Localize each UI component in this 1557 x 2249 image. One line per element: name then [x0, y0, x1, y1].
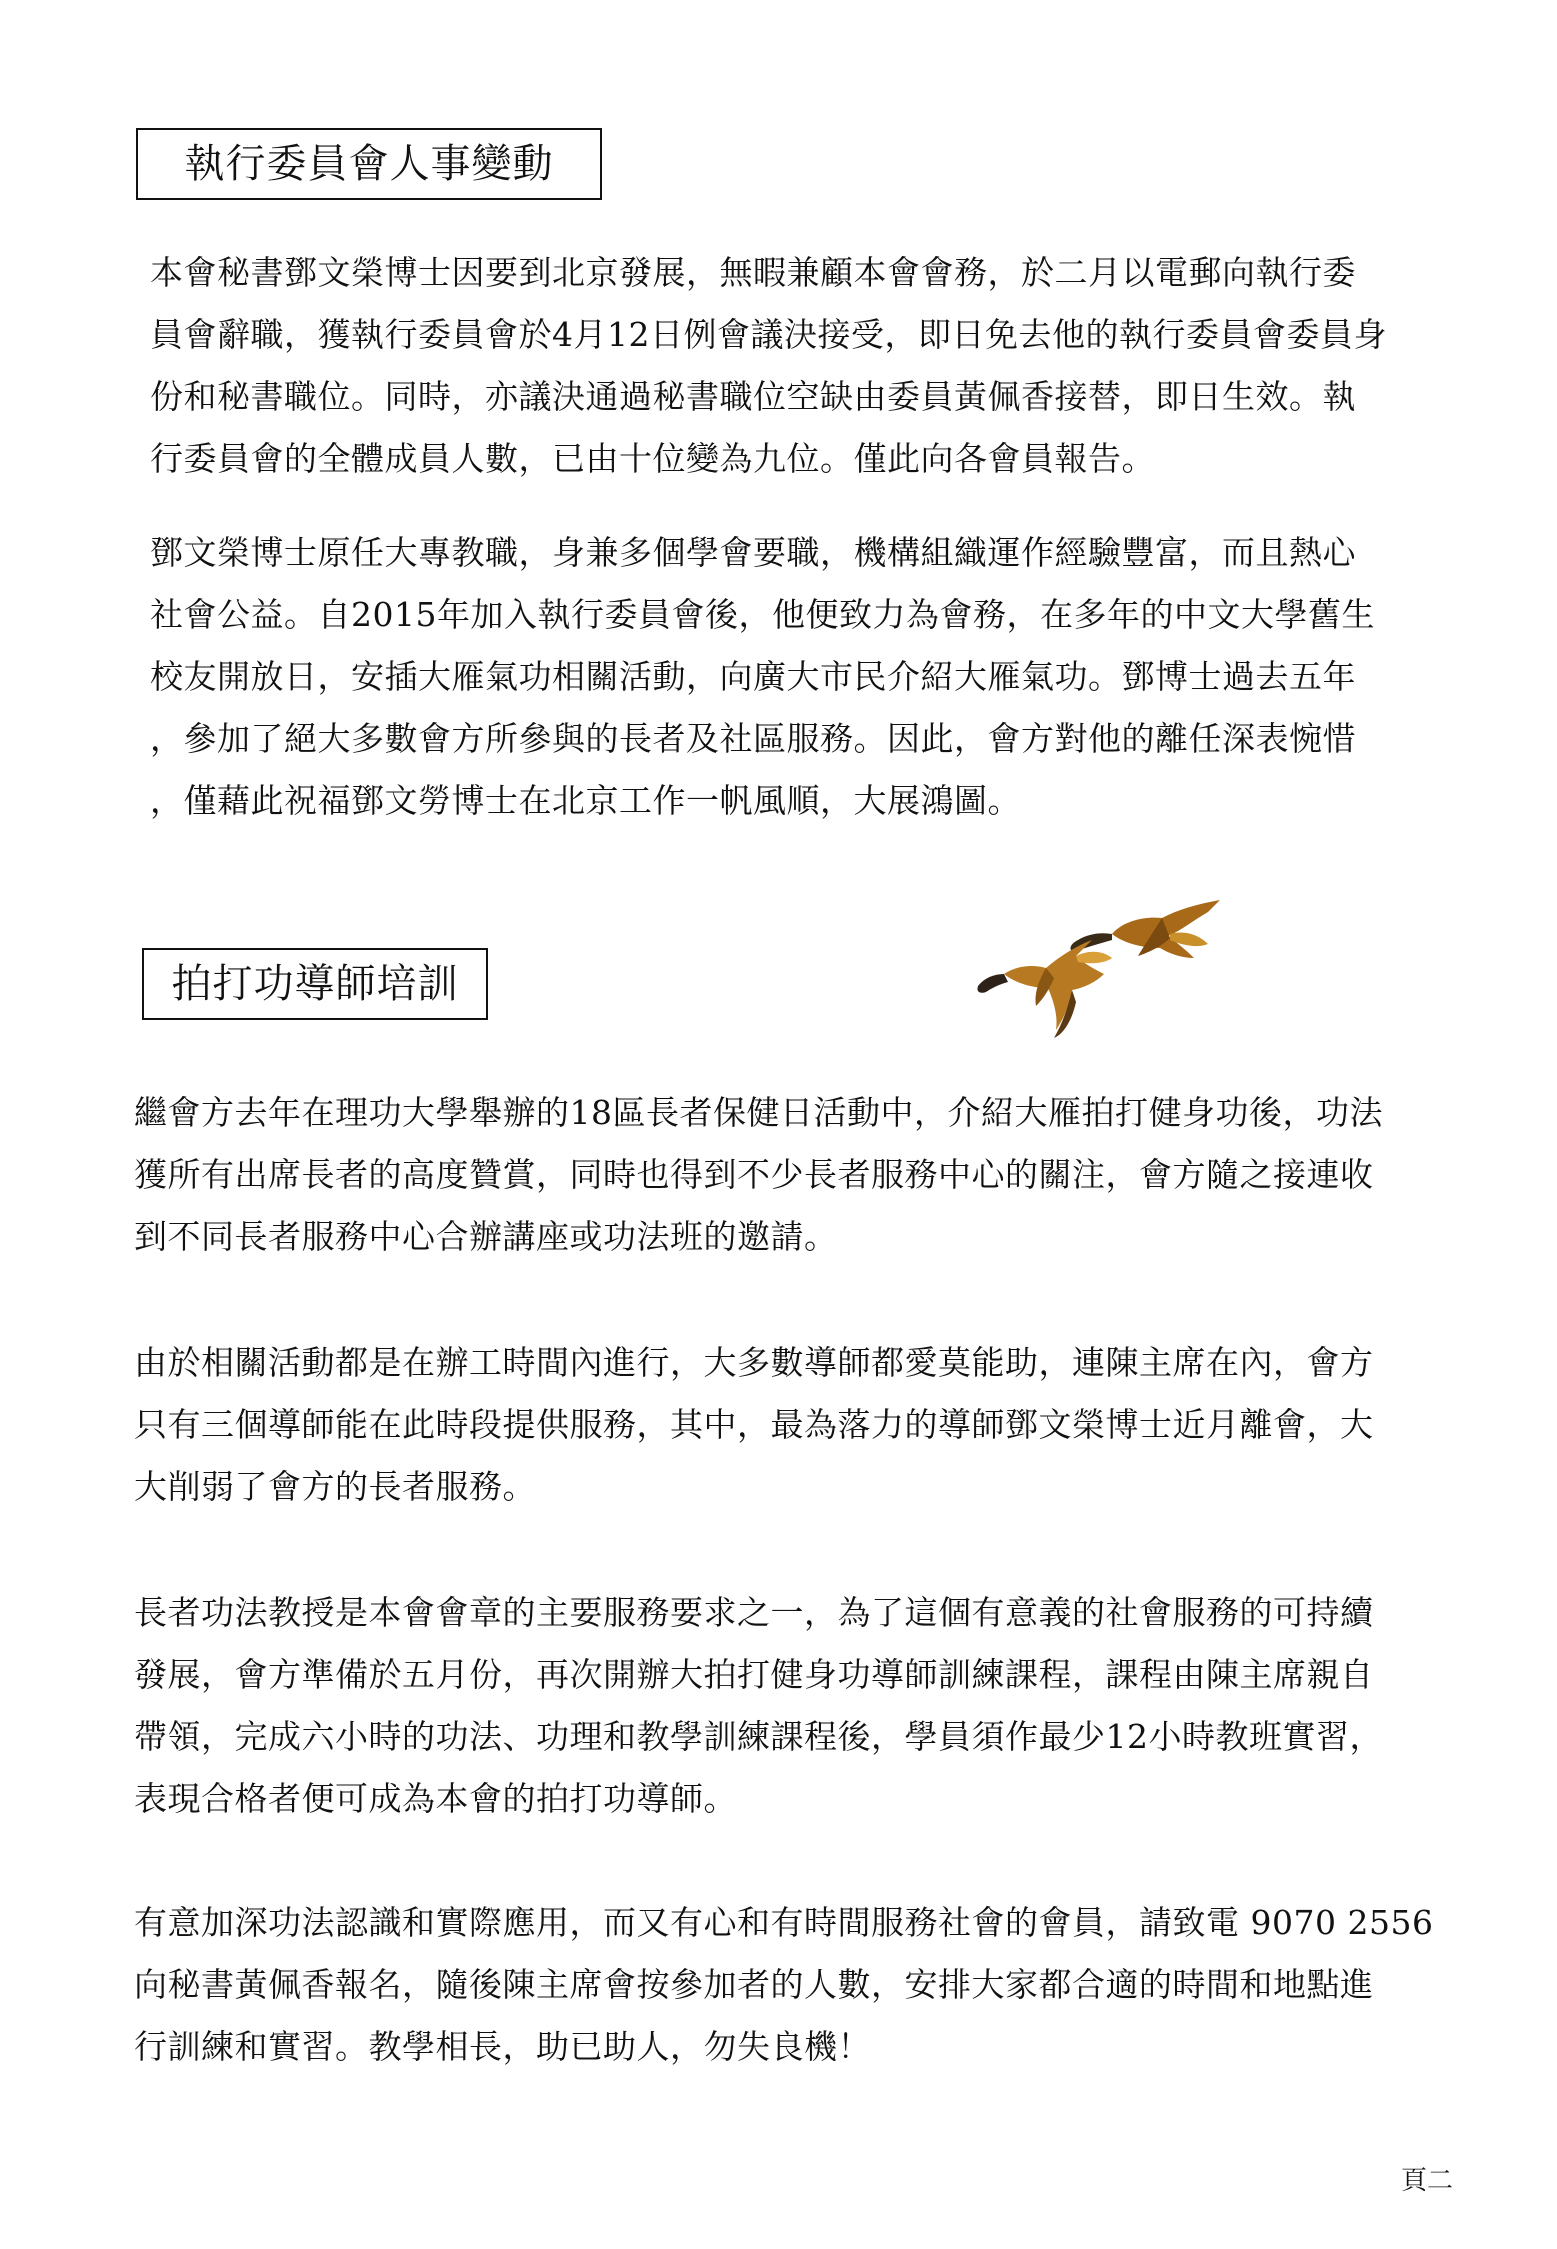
text-line: 行訓練和實習。教學相長，助已助人，勿失良機！ — [134, 2027, 871, 2066]
text-line: ，僅藉此祝福鄧文勞博士在北京工作一帆風順，大展鴻圖。 — [150, 781, 1021, 820]
text-line: 份和秘書職位。同時，亦議決通過秘書職位空缺由委員黃佩香接替，即日生效。執 — [150, 377, 1356, 416]
text-line: 繼會方去年在理功大學舉辦的18區長者保健日活動中，介紹大雁拍打健身功後，功法 — [134, 1093, 1383, 1132]
section-heading-committee-changes: 執行委員會人事變動 — [136, 128, 602, 200]
paragraph-staffing — [134, 1332, 1454, 1518]
text-line: 有意加深功法認識和實際應用，而又有心和有時間服務社會的會員，請致電 9070 2556 — [134, 1903, 1434, 1942]
text-line: 發展，會方準備於五月份，再次開辦大拍打健身功導師訓練課程，課程由陳主席親自 — [134, 1655, 1374, 1694]
paragraph-course-details — [134, 1582, 1454, 1830]
text-line: 本會秘書鄧文榮博士因要到北京發展，無暇兼顧本會會務，於二月以電郵向執行委 — [150, 253, 1356, 292]
paragraph-committee-resignation — [150, 242, 1430, 490]
page-number: 頁二 — [1400, 2166, 1453, 2196]
goose-front — [977, 940, 1112, 1038]
flying-geese-illustration — [972, 890, 1222, 1050]
paragraph-background — [134, 1082, 1454, 1268]
text-line: 獲所有出席長者的高度贊賞，同時也得到不少長者服務中心的關注，會方隨之接連收 — [134, 1155, 1374, 1194]
text-line: 社會公益。自2015年加入執行委員會後，他便致力為會務，在多年的中文大學舊生 — [150, 595, 1375, 634]
text-line: 員會辭職，獲執行委員會於4月12日例會議決接受，即日免去他的執行委員會委員身 — [150, 315, 1387, 354]
text-line: 大削弱了會方的長者服務。 — [134, 1467, 536, 1506]
text-line: 向秘書黃佩香報名，隨後陳主席會按參加者的人數，安排大家都合適的時間和地點進 — [134, 1965, 1374, 2004]
goose-rear — [1071, 900, 1220, 958]
text-line: 帶領，完成六小時的功法、功理和教學訓練課程後，學員須作最少12小時教班實習， — [134, 1717, 1383, 1756]
text-line: 只有三個導師能在此時段提供服務，其中，最為落力的導師鄧文榮博士近月離會，大 — [134, 1405, 1374, 1444]
section-heading-instructor-training: 拍打功導師培訓 — [142, 948, 488, 1020]
paragraph-tribute — [150, 522, 1430, 832]
text-line: 鄧文榮博士原任大專教職，身兼多個學會要職，機構組織運作經驗豐富，而且熱心 — [150, 533, 1356, 572]
paragraph-registration — [134, 1892, 1454, 2078]
text-line: 由於相關活動都是在辦工時間內進行，大多數導師都愛莫能助，連陳主席在內，會方 — [134, 1343, 1374, 1382]
text-line: 表現合格者便可成為本會的拍打功導師。 — [134, 1779, 737, 1818]
text-line: 校友開放日，安插大雁氣功相關活動，向廣大市民介紹大雁氣功。鄧博士過去五年 — [150, 657, 1356, 696]
text-line: 長者功法教授是本會會章的主要服務要求之一，為了這個有意義的社會服務的可持續 — [134, 1593, 1374, 1632]
text-line: ，參加了絕大多數會方所參與的長者及社區服務。因此，會方對他的離任深表惋惜 — [150, 719, 1356, 758]
text-line: 行委員會的全體成員人數，已由十位變為九位。僅此向各會員報告。 — [150, 439, 1155, 478]
text-line: 到不同長者服務中心合辦講座或功法班的邀請。 — [134, 1217, 838, 1256]
